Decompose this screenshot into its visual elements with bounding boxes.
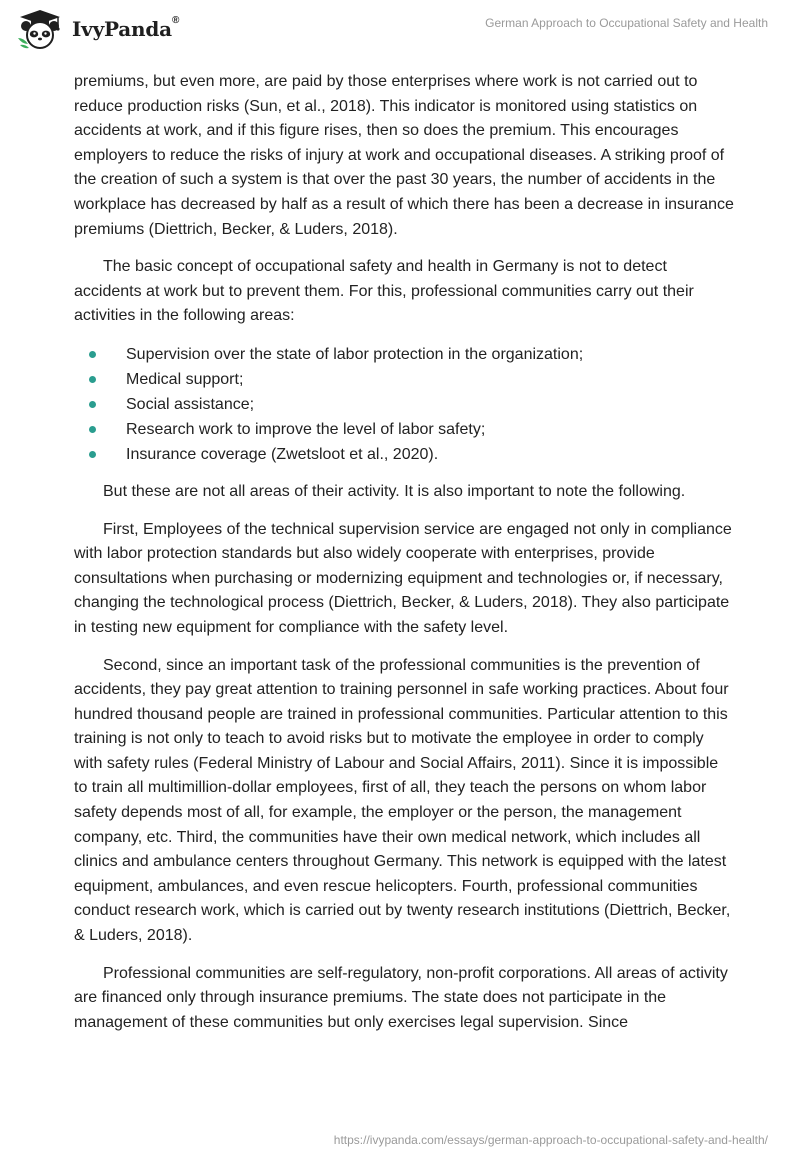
list-item: Medical support; xyxy=(74,367,734,392)
page-header xyxy=(0,0,800,64)
paragraph: premiums, but even more, are paid by those enterprises where work is not carried out to reduce production risks (Sun, et al., 2018). This indicator is monitored using statistics on accidents at work, and if this figure rises, then so does the premium. This encourages employers to reduce the risks of injury at work and occupational diseases. A striking proof of the creation of such a system is that over the past 30 years, the number of accidents in the workplace has decreased by half as a result of which there has been a decrease in insurance premiums (Diettrich, Becker, & Luders, 2018). xyxy=(74,73,734,238)
brand-logo[interactable] xyxy=(14,8,179,50)
list-item: Supervision over the state of labor protection in the organization; xyxy=(74,342,734,367)
activity-areas-list xyxy=(74,342,734,467)
bullet-dot-icon xyxy=(89,401,96,408)
brand-name: IvyPanda® xyxy=(72,15,180,41)
essay-body xyxy=(74,70,734,1048)
paragraph: Professional communities are self-regulatory, non-profit corporations. All areas of activity are financed only through insurance premiums. The state does not participate in the management of these communities but only exercises legal supervision. Since xyxy=(74,964,728,1031)
bullet-dot-icon xyxy=(89,451,96,458)
paragraph: Second, since an important task of the professional communities is the prevention of accidents, they pay great attention to training personnel in safe working practices. About four hundred thousand people are trained in professional communities. Particular attention to this training is not only to teach to avoid risks but to motivate the employee in order to comply with safety rules (Federal Ministry of Labour and Social Affairs, 2011). Since it is impossible to train all multimillion-dollar employees, first of all, they teach the persons on whom labor safety depends most of all, for example, the employer or the person, the management company, etc. Third, the communities have their own medical network, which includes all clinics and ambulance centers throughout Germany. This network is equipped with the latest equipment, ambulances, and even rescue helicopters. Fourth, professional communities conduct research work, which is carried out by twenty research institutions (Diettrich, Becker, & Luders, 2018). xyxy=(74,656,731,945)
source-url[interactable]: https://ivypanda.com/essays/german-approach-to-occupational-safety-and-health/ xyxy=(333,1133,768,1147)
bullet-dot-icon xyxy=(89,426,96,433)
paragraph: The basic concept of occupational safety and health in Germany is not to detect accidents at work but to prevent them. For this, professional communities carry out their activities in the following areas: xyxy=(74,258,694,325)
list-item: Insurance coverage (Zwetsloot et al., 2020). xyxy=(74,442,734,467)
bullet-dot-icon xyxy=(89,351,96,358)
document-title: German Approach to Occupational Safety and Health xyxy=(485,16,768,30)
panda-graduation-cap-icon xyxy=(14,8,66,50)
list-item: Social assistance; xyxy=(74,392,734,417)
paragraph: First, Employees of the technical supervision service are engaged not only in compliance with labor protection standards but also widely cooperate with enterprises, provide consultations when purchasing or modernizing equipment and technologies or, if necessary, changing the technological process (Diettrich, Becker, & Luders, 2018). They also participate in testing new equipment for compliance with the safety level. xyxy=(74,520,732,636)
list-item: Research work to improve the level of labor safety; xyxy=(74,417,734,442)
paragraph: But these are not all areas of their activity. It is also important to note the following. xyxy=(103,482,686,500)
bullet-dot-icon xyxy=(89,376,96,383)
